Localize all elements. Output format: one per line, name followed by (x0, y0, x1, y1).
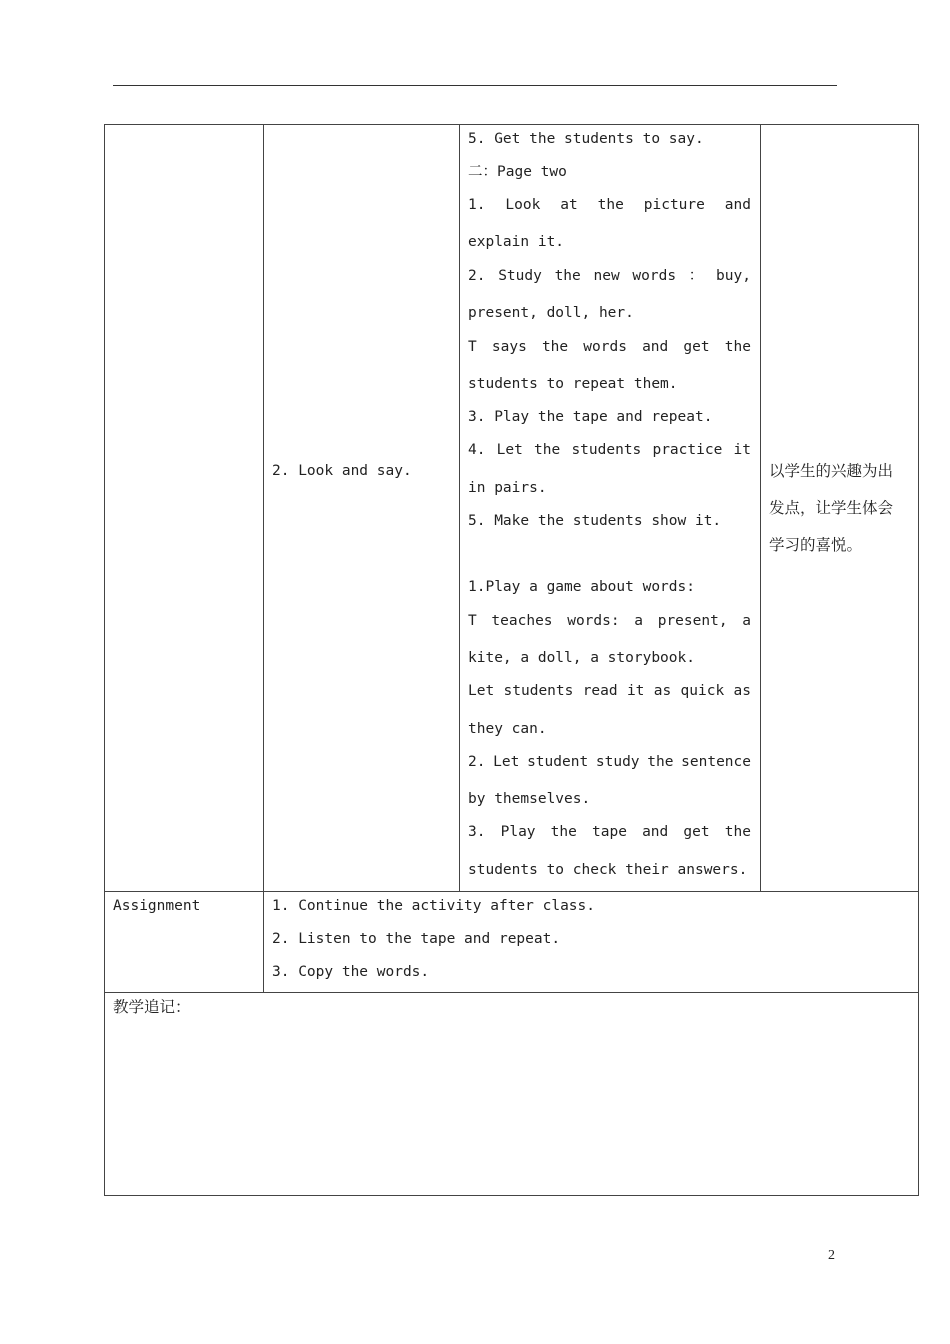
teaching-notes-label: 教学追记： (113, 998, 191, 1016)
word: student (527, 754, 589, 770)
word: Study (498, 268, 542, 284)
word: buy, (716, 268, 751, 284)
word: the (597, 197, 624, 213)
word: sentence (681, 754, 751, 770)
activity-line (468, 823, 751, 841)
activity-line (468, 267, 751, 285)
activity-line: kite, a doll, a storybook. (468, 650, 695, 666)
word: get (683, 339, 710, 355)
word: the (554, 268, 581, 284)
activity-line: they can. (468, 721, 547, 737)
word: it (626, 683, 645, 699)
activity-line (468, 682, 751, 700)
word: the (724, 339, 751, 355)
row-divider-2 (105, 992, 918, 993)
word: Let (496, 442, 523, 458)
word: students (503, 683, 574, 699)
word: quick (680, 683, 725, 699)
word: the (534, 442, 561, 458)
page-number: 2 (828, 1248, 835, 1263)
word: at (560, 197, 578, 213)
word: the (647, 754, 674, 770)
activity-line: 5. Make the students show it. (468, 513, 722, 529)
purpose-line: 学习的喜悦。 (769, 536, 863, 554)
word: Look (505, 197, 541, 213)
word: 2. (468, 754, 486, 770)
word: and (642, 339, 669, 355)
word: 1. (468, 197, 486, 213)
word: Let (468, 683, 495, 699)
word: Play (500, 824, 536, 840)
word: a (634, 613, 644, 629)
activity-line (468, 753, 751, 771)
word: words: (567, 613, 620, 629)
activity-line: 1.Play a game about words: (468, 579, 695, 595)
word: as (733, 683, 751, 699)
word: ： (688, 268, 704, 284)
word: Let (493, 754, 520, 770)
col-divider-2 (459, 125, 460, 892)
word: teaches (491, 613, 553, 629)
activity-line (468, 612, 751, 630)
word: present, (657, 613, 728, 629)
activity-line (468, 196, 751, 214)
assignment-item: 2. Listen to the tape and repeat. (272, 931, 561, 947)
activity-line (468, 441, 751, 459)
activity-line (468, 338, 751, 356)
activity-line: present, doll, her. (468, 305, 634, 321)
word: the (550, 824, 577, 840)
word: a (742, 613, 751, 629)
word: words (583, 339, 627, 355)
activity-line: students to check their answers. (468, 862, 748, 878)
word: words (632, 268, 677, 284)
assignment-item: 3. Copy the words. (272, 964, 430, 980)
activity-line: 3. Play the tape and repeat. (468, 409, 713, 425)
word: new (593, 268, 620, 284)
assignment-item: 1. Continue the activity after class. (272, 898, 596, 914)
activity-line: by themselves. (468, 791, 591, 807)
word: 4. (468, 442, 486, 458)
col-divider-1 (263, 125, 264, 993)
word: get (683, 824, 710, 840)
step-label: 2. Look and say. (272, 463, 412, 479)
word: T (468, 339, 477, 355)
purpose-line: 以学生的兴趣为出 (769, 462, 894, 480)
word: picture (643, 197, 705, 213)
word: T (468, 613, 477, 629)
activity-line: in pairs. (468, 480, 547, 496)
assignment-label: Assignment (113, 898, 201, 914)
word: students (571, 442, 642, 458)
activity-line: students to repeat them. (468, 376, 678, 392)
col-divider-3 (760, 125, 761, 892)
purpose-line: 发点，让学生体会 (769, 499, 894, 517)
word: the (724, 824, 751, 840)
word: and (642, 824, 669, 840)
word: the (541, 339, 569, 355)
word: 2. (468, 268, 486, 284)
word: tape (592, 824, 627, 840)
activity-line: 二：Page two (468, 164, 567, 180)
word: says (491, 339, 527, 355)
row-divider-1 (105, 891, 918, 892)
word: it (733, 442, 751, 458)
word: read (582, 683, 618, 699)
activity-line: 5. Get the students to say. (468, 131, 704, 147)
word: practice (652, 442, 723, 458)
word: 3. (468, 824, 486, 840)
header-rule (113, 85, 837, 86)
word: study (595, 754, 640, 770)
activity-line: explain it. (468, 234, 565, 250)
word: as (653, 683, 672, 699)
word: and (724, 197, 751, 213)
